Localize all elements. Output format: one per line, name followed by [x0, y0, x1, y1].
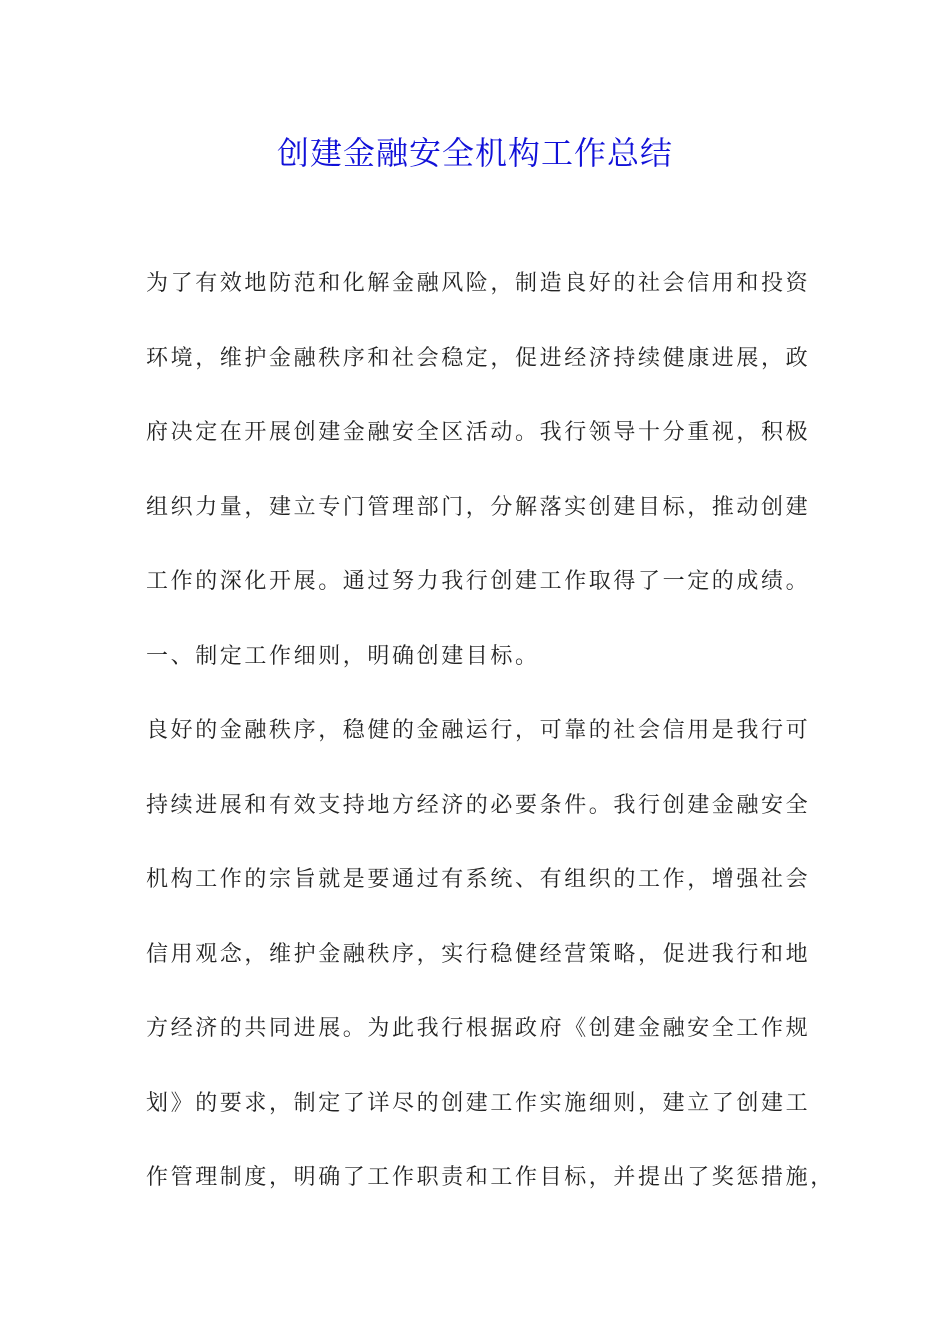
body-line: 划》的要求，制定了详尽的创建工作实施细则，建立了创建工 [146, 1090, 811, 1116]
body-line: 机构工作的宗旨就是要通过有系统、有组织的工作，增强社会 [146, 867, 811, 892]
body-line: 方经济的共同进展。为此我行根据政府《创建金融安全工作规 [146, 1016, 811, 1041]
body-line: 信用观念，维护金融秩序，实行稳健经营策略，促进我行和地 [146, 941, 811, 967]
body-line: 持续进展和有效支持地方经济的必要条件。我行创建金融安全 [146, 792, 811, 818]
document-title: 创建金融安全机构工作总结 [276, 134, 673, 172]
body-line: 工作的深化开展。通过努力我行创建工作取得了一定的成绩。 [146, 569, 811, 594]
body-line: 府决定在开展创建金融安全区活动。我行领导十分重视，积极 [146, 420, 811, 445]
body-line: 为了有效地防范和化解金融风险，制造良好的社会信用和投资 [146, 271, 811, 296]
document-body [146, 262, 835, 1231]
body-line: 良好的金融秩序，稳健的金融运行，可靠的社会信用是我行可 [146, 718, 811, 743]
body-line: 作管理制度，明确了工作职责和工作目标，并提出了奖惩措施， [146, 1165, 835, 1190]
section-heading: 一、制定工作细则，明确创建目标。 [146, 643, 540, 669]
body-line: 环境，维护金融秩序和社会稳定，促进经济持续健康进展，政 [146, 345, 811, 371]
body-line: 组织力量，建立专门管理部门，分解落实创建目标，推动创建 [146, 494, 811, 520]
